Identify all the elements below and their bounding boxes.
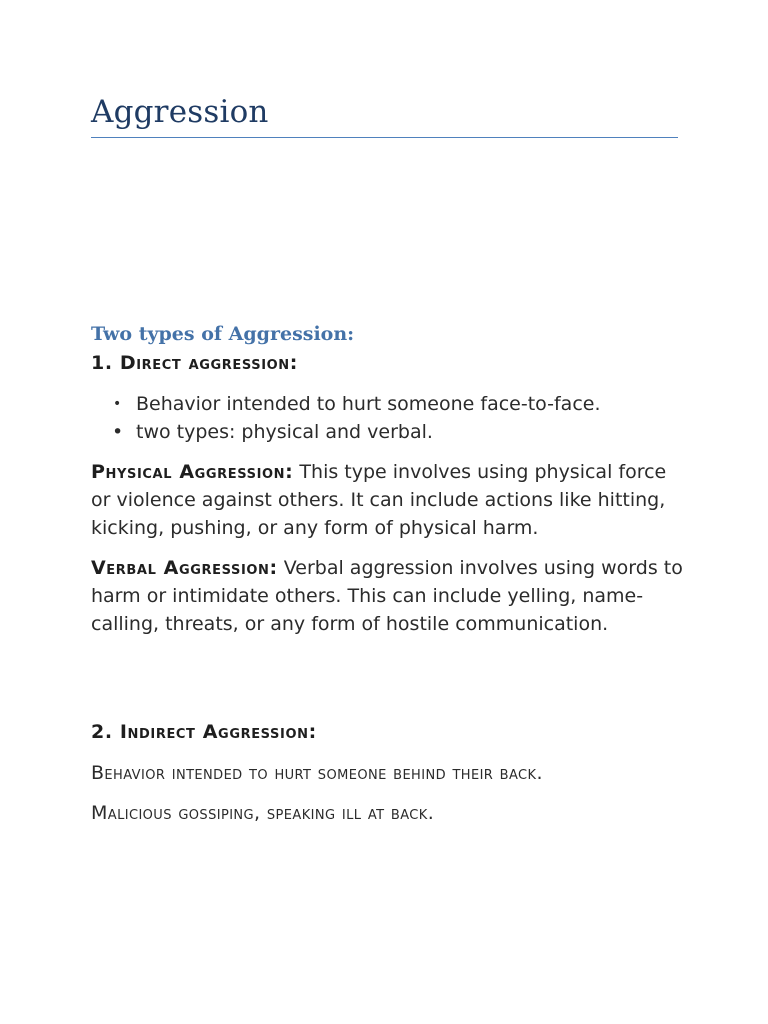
direct-aggression-heading: 1. Direct aggression: [91, 352, 298, 374]
direct-aggression-bullet-list [91, 390, 601, 446]
indirect-aggression-example: Malicious gossiping, speaking ill at back. [91, 802, 435, 824]
physical-aggression-label: Physical Aggression: [91, 461, 294, 483]
section-heading: Two types of Aggression: [91, 323, 355, 345]
title-underline [91, 137, 678, 138]
indirect-aggression-definition: Behavior intended to hurt someone behind their back. [91, 762, 543, 784]
physical-aggression-text: This type involves using physical force or violence against others. It can include actions like hitting, kicking, pushing, or any form of physical harm. [91, 461, 667, 539]
bullet-icon: • [113, 396, 122, 412]
list-item-text: Behavior intended to hurt someone face-to-face. [136, 393, 601, 415]
verbal-aggression-label: Verbal Aggression: [91, 557, 278, 579]
verbal-aggression-text: Verbal aggression involves using words to harm or intimidate others. This can include yelling, name-calling, threats, or any form of hostile communication. [91, 557, 683, 635]
indirect-aggression-heading: 2. Indirect Aggression: [91, 721, 317, 743]
document-title: Aggression [91, 94, 269, 130]
verbal-aggression-paragraph [91, 554, 683, 638]
list-item [91, 418, 601, 446]
physical-aggression-paragraph [91, 458, 683, 542]
list-item [91, 390, 601, 418]
list-item-text: two types: physical and verbal. [136, 421, 433, 443]
bullet-icon: • [112, 421, 124, 443]
